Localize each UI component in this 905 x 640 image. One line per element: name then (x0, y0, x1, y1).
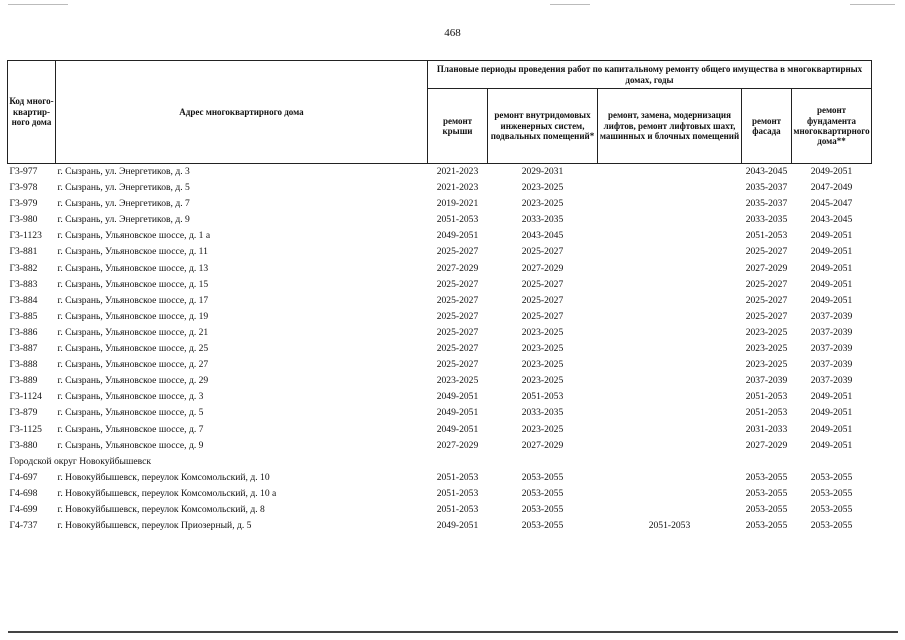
cell-elevators: 2051-2053 (648, 520, 691, 532)
cell-foundation: 2043-2045 (810, 214, 853, 226)
cell-elevators (598, 309, 742, 325)
cell-roof: 2051-2053 (436, 214, 479, 226)
cell-code: Г3-885 (9, 310, 38, 322)
cell-facade: 2033-2035 (745, 214, 788, 226)
cell-roof: 2049-2051 (436, 423, 479, 435)
cell-address: г. Новокуйбышевск, переулок Приозерный, д. 5 (57, 520, 252, 532)
cell-code: Г3-889 (9, 375, 38, 387)
table-row (8, 196, 872, 212)
cell-elevators (598, 164, 742, 181)
cell-roof: 2027-2029 (436, 439, 479, 451)
cell-code: Г3-881 (9, 246, 38, 258)
cell-roof: 2021-2023 (428, 164, 488, 181)
cell-address: г. Новокуйбышевск, переулок Комсомольский, д. 8 (57, 503, 265, 515)
cell-foundation: 2049-2051 (810, 278, 853, 290)
cell-roof: 2051-2053 (436, 503, 479, 515)
cell-address: г. Сызрань, Ульяновское шоссе, д. 3 (57, 391, 204, 403)
cell-systems: 2029-2031 (488, 164, 598, 181)
header-address: Адрес многоквартирного дома (56, 61, 428, 164)
table-row (8, 357, 872, 373)
table-row (8, 228, 872, 244)
cell-elevators (598, 357, 742, 373)
table-header (8, 61, 872, 164)
table-row (8, 277, 872, 293)
cell-address: г. Сызрань, Ульяновское шоссе, д. 9 (57, 439, 204, 451)
cell-roof: 2025-2027 (436, 246, 479, 258)
cell-elevators (598, 438, 742, 454)
cell-roof: 2021-2023 (436, 182, 479, 194)
cell-code: Г3-886 (9, 326, 38, 338)
header-foundation: ремонт фундамента многоквартирного дома** (792, 89, 872, 164)
cell-systems: 2053-2055 (521, 520, 564, 532)
cell-foundation: 2049-2051 (810, 407, 853, 419)
cell-foundation: 2037-2039 (810, 359, 853, 371)
cell-systems: 2023-2025 (521, 359, 564, 371)
cell-code: Г4-699 (9, 503, 38, 515)
cell-foundation: 2049-2051 (810, 391, 853, 403)
cell-address: г. Сызрань, Ульяновское шоссе, д. 7 (57, 423, 204, 435)
cell-address: г. Сызрань, Ульяновское шоссе, д. 15 (57, 278, 209, 290)
cell-facade: 2023-2025 (745, 343, 788, 355)
cell-facade: 2053-2055 (745, 471, 788, 483)
table-row (8, 164, 872, 181)
cell-address: г. Сызрань, Ульяновское шоссе, д. 5 (57, 407, 204, 419)
cell-address: г. Новокуйбышевск, переулок Комсомольский, д. 10 (57, 471, 270, 483)
cell-elevators (598, 470, 742, 486)
table-row (8, 341, 872, 357)
cell-facade: 2043-2045 (742, 164, 792, 181)
cell-roof: 2023-2025 (436, 375, 479, 387)
cell-roof: 2027-2029 (436, 262, 479, 274)
cell-facade: 2035-2037 (745, 182, 788, 194)
cell-foundation: 2053-2055 (810, 471, 853, 483)
cell-elevators (598, 212, 742, 228)
cell-address: г. Сызрань, Ульяновское шоссе, д. 25 (57, 343, 209, 355)
cell-facade: 2027-2029 (745, 439, 788, 451)
cell-address: г. Сызрань, ул. Энергетиков, д. 5 (57, 182, 190, 194)
cell-elevators (598, 293, 742, 309)
cell-systems: 2053-2055 (521, 503, 564, 515)
cell-roof: 2049-2051 (436, 407, 479, 419)
cell-code: Г3-1125 (9, 423, 42, 435)
cell-roof: 2025-2027 (436, 310, 479, 322)
cell-elevators (598, 228, 742, 244)
cell-roof: 2025-2027 (436, 359, 479, 371)
table-row (8, 389, 872, 405)
table-row (8, 325, 872, 341)
table-row (8, 293, 872, 309)
cell-facade: 2053-2055 (745, 520, 788, 532)
cell-roof: 2025-2027 (436, 343, 479, 355)
cell-foundation: 2049-2051 (810, 439, 853, 451)
cell-foundation: 2037-2039 (810, 326, 853, 338)
cell-roof: 2025-2027 (436, 294, 479, 306)
cell-elevators (598, 180, 742, 196)
cell-elevators (598, 486, 742, 502)
cell-code: Г3-887 (9, 343, 38, 355)
table-row (8, 244, 872, 260)
table-row (8, 486, 872, 502)
cell-roof: 2025-2027 (436, 278, 479, 290)
cell-systems: 2027-2029 (521, 439, 564, 451)
table-body (8, 164, 872, 535)
cell-facade: 2031-2033 (745, 423, 788, 435)
cell-address: г. Сызрань, Ульяновское шоссе, д. 11 (57, 246, 208, 258)
cell-address: г. Сызрань, ул. Энергетиков, д. 9 (57, 214, 190, 226)
table-row (8, 405, 872, 421)
cell-elevators (598, 405, 742, 421)
cell-foundation: 2049-2051 (810, 246, 853, 258)
cell-systems: 2023-2025 (521, 198, 564, 210)
cell-address: г. Новокуйбышевск, переулок Комсомольский, д. 10 а (57, 487, 277, 499)
page-number: 468 (444, 27, 461, 39)
cell-roof: 2049-2051 (436, 391, 479, 403)
table-section-row (8, 454, 872, 470)
cell-code: Г4-737 (9, 520, 38, 532)
cell-systems: 2033-2035 (521, 214, 564, 226)
cell-address: г. Сызрань, Ульяновское шоссе, д. 13 (57, 262, 209, 274)
table-row (8, 422, 872, 438)
header-periods-group: Плановые периоды проведения работ по капитальному ремонту общего имущества в многоквартирных домах, годы (428, 61, 872, 89)
cell-foundation: 2053-2055 (810, 487, 853, 499)
table-row (8, 502, 872, 518)
cell-code: Г3-880 (9, 439, 38, 451)
table-row (8, 373, 872, 389)
cell-systems: 2025-2027 (521, 294, 564, 306)
cell-code: Г4-698 (9, 487, 38, 499)
cell-systems: 2023-2025 (521, 343, 564, 355)
cell-systems: 2025-2027 (521, 278, 564, 290)
cell-code: Г3-1123 (9, 230, 42, 242)
cell-systems: 2025-2027 (521, 246, 564, 258)
cell-address: г. Сызрань, Ульяновское шоссе, д. 29 (57, 375, 209, 387)
cell-roof: 2049-2051 (436, 520, 479, 532)
cell-elevators (598, 261, 742, 277)
cell-code: Г3-980 (9, 214, 38, 226)
scan-edge-mark-right (850, 4, 895, 5)
cell-systems: 2053-2055 (521, 471, 564, 483)
cell-foundation: 2053-2055 (810, 520, 853, 532)
cell-elevators (598, 341, 742, 357)
cell-address: г. Сызрань, ул. Энергетиков, д. 3 (56, 164, 428, 181)
cell-systems: 2025-2027 (521, 310, 564, 322)
cell-elevators (598, 244, 742, 260)
cell-elevators (598, 325, 742, 341)
cell-elevators (598, 422, 742, 438)
cell-code: Г3-884 (9, 294, 38, 306)
cell-facade: 2051-2053 (745, 391, 788, 403)
cell-facade: 2053-2055 (745, 503, 788, 515)
cell-code: Г3-977 (8, 164, 56, 181)
cell-foundation: 2037-2039 (810, 310, 853, 322)
cell-code: Г3-888 (9, 359, 38, 371)
cell-systems: 2023-2025 (521, 375, 564, 387)
table-row (8, 309, 872, 325)
cell-facade: 2025-2027 (745, 294, 788, 306)
table-row (8, 470, 872, 486)
table-row (8, 261, 872, 277)
cell-facade: 2027-2029 (745, 262, 788, 274)
cell-facade: 2025-2027 (745, 246, 788, 258)
scan-edge-mark-left (8, 4, 68, 5)
cell-code: Г3-979 (9, 198, 38, 210)
header-facade: ремонт фасада (742, 89, 792, 164)
cell-facade: 2051-2053 (745, 407, 788, 419)
cell-elevators (598, 277, 742, 293)
cell-code: Г3-882 (9, 262, 38, 274)
cell-foundation: 2049-2051 (810, 262, 853, 274)
cell-foundation: 2049-2051 (810, 230, 853, 242)
cell-facade: 2025-2027 (745, 278, 788, 290)
cell-address: г. Сызрань, Ульяновское шоссе, д. 19 (57, 310, 209, 322)
cell-roof: 2019-2021 (436, 198, 479, 210)
cell-systems: 2023-2025 (521, 326, 564, 338)
cell-facade: 2023-2025 (745, 359, 788, 371)
cell-systems: 2033-2035 (521, 407, 564, 419)
cell-code: Г3-883 (9, 278, 38, 290)
section-label: Городской округ Новокуйбышевск (9, 455, 152, 467)
cell-systems: 2043-2045 (521, 230, 564, 242)
cell-facade: 2037-2039 (745, 375, 788, 387)
cell-elevators (598, 389, 742, 405)
cell-foundation: 2053-2055 (810, 503, 853, 515)
cell-address: г. Сызрань, Ульяновское шоссе, д. 21 (57, 326, 209, 338)
cell-elevators (598, 373, 742, 389)
cell-systems: 2051-2053 (521, 391, 564, 403)
cell-address: г. Сызрань, ул. Энергетиков, д. 7 (57, 198, 190, 210)
cell-foundation: 2049-2051 (810, 294, 853, 306)
cell-systems: 2023-2025 (521, 182, 564, 194)
table-row (8, 212, 872, 228)
cell-elevators (598, 196, 742, 212)
header-roof: ремонт крыши (428, 89, 488, 164)
cell-foundation: 2037-2039 (810, 343, 853, 355)
cell-facade: 2051-2053 (745, 230, 788, 242)
table-row (8, 180, 872, 196)
cell-systems: 2053-2055 (521, 487, 564, 499)
cell-systems: 2027-2029 (521, 262, 564, 274)
cell-elevators (598, 502, 742, 518)
cell-facade: 2025-2027 (745, 310, 788, 322)
cell-roof: 2051-2053 (436, 471, 479, 483)
scan-edge-mark-center (550, 4, 590, 5)
cell-foundation: 2045-2047 (810, 198, 853, 210)
cell-facade: 2035-2037 (745, 198, 788, 210)
page-bottom-rule (8, 631, 898, 633)
cell-code: Г3-1124 (9, 391, 42, 403)
cell-systems: 2023-2025 (521, 423, 564, 435)
cell-facade: 2023-2025 (745, 326, 788, 338)
cell-facade: 2053-2055 (745, 487, 788, 499)
repair-schedule-table (7, 60, 872, 534)
header-code: Код много-квартир-ного дома (8, 61, 56, 164)
header-elevators: ремонт, замена, модернизация лифтов, ремонт лифтовых шахт, машинных и блочных помещений (598, 89, 742, 164)
cell-code: Г4-697 (9, 471, 38, 483)
cell-foundation: 2049-2051 (810, 423, 853, 435)
cell-address: г. Сызрань, Ульяновское шоссе, д. 17 (57, 294, 209, 306)
cell-roof: 2025-2027 (436, 326, 479, 338)
cell-address: г. Сызрань, Ульяновское шоссе, д. 27 (57, 359, 209, 371)
cell-roof: 2049-2051 (436, 230, 479, 242)
cell-roof: 2051-2053 (436, 487, 479, 499)
cell-address: г. Сызрань, Ульяновское шоссе, д. 1 а (57, 230, 211, 242)
header-systems: ремонт внутридомовых инженерных систем, подвальных помещений* (488, 89, 598, 164)
table-row (8, 438, 872, 454)
table-row (8, 518, 872, 534)
cell-code: Г3-978 (9, 182, 38, 194)
cell-foundation: 2037-2039 (810, 375, 853, 387)
cell-code: Г3-879 (9, 407, 38, 419)
cell-foundation: 2047-2049 (810, 182, 853, 194)
cell-foundation: 2049-2051 (792, 164, 872, 181)
